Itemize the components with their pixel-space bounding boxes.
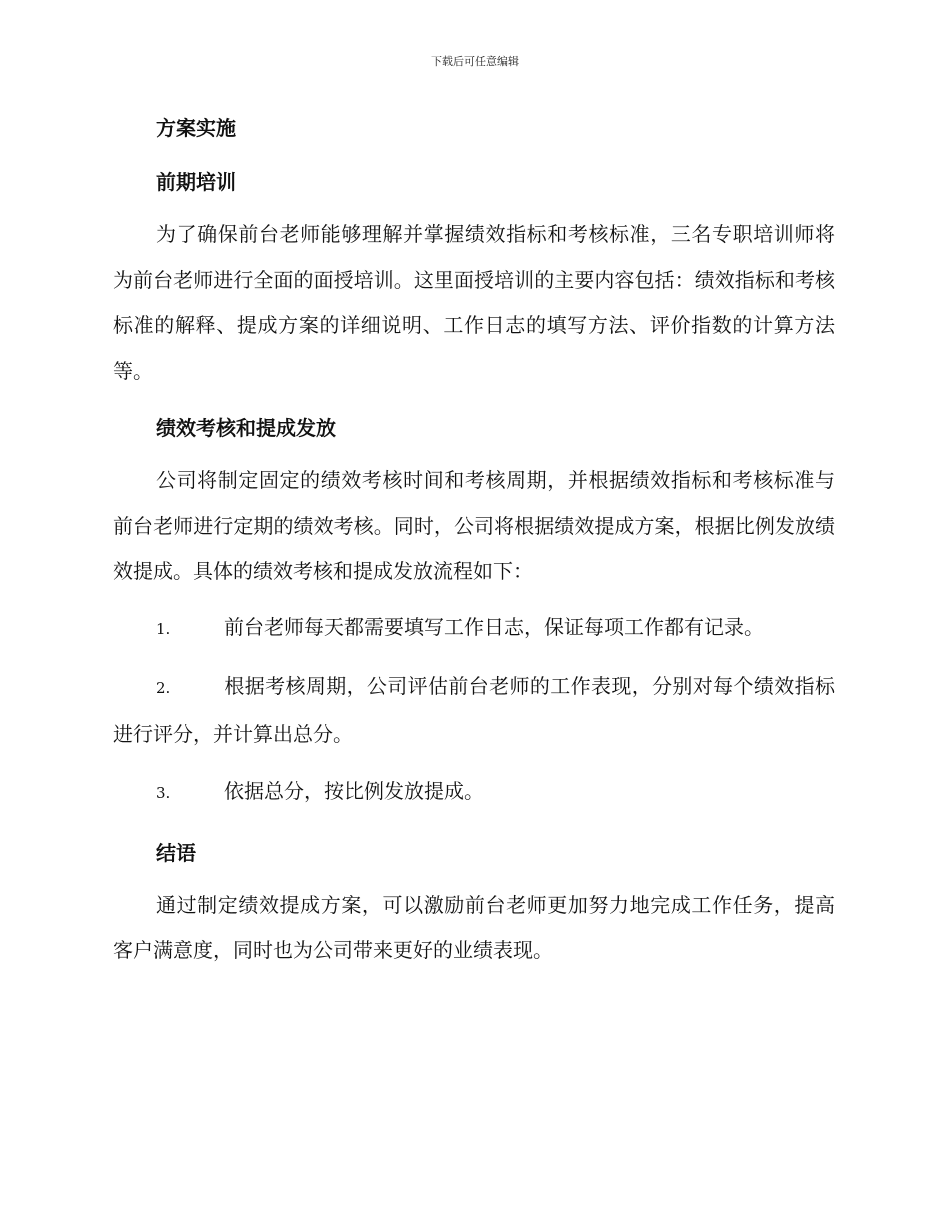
list-item-text: 依据总分，按比例发放提成。 bbox=[224, 779, 484, 803]
list-item bbox=[113, 769, 835, 817]
section-heading-implementation: 方案实施 bbox=[156, 116, 236, 140]
list-number: 1. bbox=[156, 619, 171, 638]
conclusion-paragraph: 通过制定绩效提成方案，可以激励前台老师更加努力地完成工作任务，提高客户满意度，同时也为公司带来更好的业绩表现。 bbox=[113, 892, 835, 962]
list-item bbox=[113, 664, 835, 757]
training-paragraph: 为了确保前台老师能够理解并掌握绩效指标和考核标准，三名专职培训师将为前台老师进行全面的面授培训。这里面授培训的主要内容包括：绩效指标和考核标准的解释、提成方案的详细说明、工作日志的填写方法、评价指数的计算方法等。 bbox=[113, 222, 835, 383]
list-number: 3. bbox=[156, 784, 171, 802]
list-item-text: 前台老师每天都需要填写工作日志，保证每项工作都有记录。 bbox=[224, 614, 764, 639]
section-heading-assessment: 绩效考核和提成发放 bbox=[156, 416, 336, 440]
list-item-text: 根据考核周期，公司评估前台老师的工作表现，分别对每个绩效指标进行评分，并计算出总分。 bbox=[113, 674, 835, 746]
list-item bbox=[113, 605, 835, 653]
section-heading-conclusion: 结语 bbox=[156, 840, 196, 865]
page-header: 下载后可任意编辑 bbox=[431, 55, 519, 68]
document-body bbox=[113, 104, 835, 984]
section-heading-training: 前期培训 bbox=[156, 170, 236, 194]
assessment-paragraph: 公司将制定固定的绩效考核时间和考核周期，并根据绩效指标和考核标准与前台老师进行定期的绩效考核。同时，公司将根据绩效提成方案，根据比例发放绩效提成。具体的绩效考核和提成发放流程如下： bbox=[113, 468, 835, 583]
list-number: 2. bbox=[156, 679, 171, 697]
